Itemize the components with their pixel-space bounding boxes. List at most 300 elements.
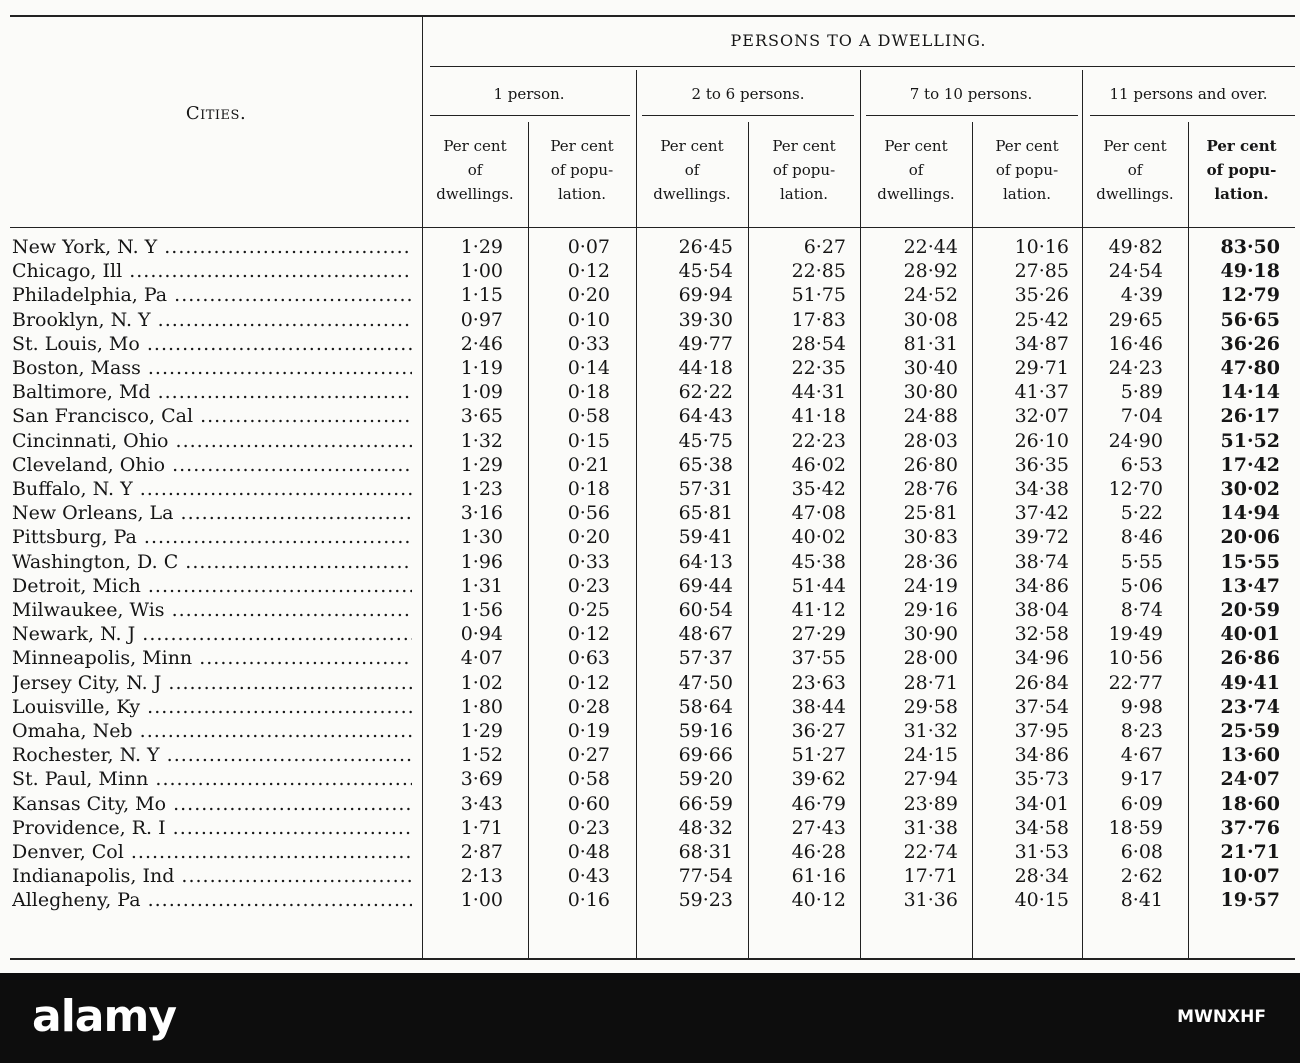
table-cell: 23·74: [1220, 695, 1280, 718]
table-row: [0, 889, 1300, 912]
city-name: San Francisco, Cal .....: [12, 405, 412, 428]
table-cell: 46·02: [791, 453, 846, 476]
table-cell: 5·22: [1120, 502, 1163, 525]
city-name: Newark, N. J .....: [12, 623, 412, 646]
table-cell: 44·31: [791, 381, 846, 404]
table-cell: 4·39: [1120, 284, 1163, 307]
table-cell: 1·00: [460, 260, 503, 283]
table-row: [0, 478, 1300, 501]
table-row: [0, 502, 1300, 525]
table-cell: 24·23: [1108, 357, 1163, 379]
table-cell: 37·55: [791, 647, 846, 670]
city-name: St. Paul, Minn .....: [12, 768, 412, 791]
table-cell: 41·18: [791, 405, 846, 428]
table-cell: 4·07: [460, 647, 503, 670]
city-name: Denver, Col .....: [12, 841, 412, 864]
table-cell: 0·94: [460, 623, 503, 646]
table-cell: 45·54: [678, 260, 733, 283]
table-cell: 0·16: [567, 889, 610, 912]
city-name: Buffalo, N. Y .....: [12, 478, 412, 501]
table-cell: 38·74: [1014, 550, 1069, 573]
table-cell: 2·62: [1120, 865, 1163, 888]
table-cell: 1·09: [460, 381, 503, 404]
table-cell: 6·53: [1120, 453, 1163, 476]
spanner-header: PERSONS TO A DWELLING.: [730, 31, 987, 50]
table-cell: 12·70: [1108, 478, 1163, 500]
table-cell: 0·63: [567, 647, 610, 670]
table-cell: 10·07: [1220, 865, 1280, 888]
table-cell: 27·43: [791, 816, 846, 839]
city-name: Baltimore, Md .....: [12, 381, 412, 404]
table-cell: 22·85: [791, 260, 846, 283]
table-cell: 51·52: [1220, 429, 1280, 452]
table-cell: 15·55: [1220, 550, 1280, 573]
table-cell: 83·50: [1220, 236, 1280, 258]
table-cell: 39·30: [678, 308, 733, 331]
table-cell: 51·27: [791, 744, 846, 767]
table-row: [0, 333, 1300, 356]
table-cell: 45·75: [678, 429, 733, 452]
table-row: [0, 720, 1300, 743]
table-row: [0, 405, 1300, 428]
city-name: Pittsburg, Pa .....: [12, 526, 412, 549]
table-cell: 25·42: [1014, 308, 1069, 331]
table-cell: 0·27: [567, 744, 610, 767]
city-name: New York, N. Y .....: [12, 236, 412, 259]
table-cell: 34·96: [1014, 647, 1069, 670]
table-row: [0, 575, 1300, 598]
table-cell: 0·07: [567, 236, 610, 258]
table-cell: 30·90: [903, 623, 958, 646]
city-name: Boston, Mass .....: [12, 357, 412, 380]
table-cell: 26·17: [1220, 405, 1280, 428]
table-row: [0, 599, 1300, 622]
table-cell: 1·00: [460, 889, 503, 912]
table-cell: 17·71: [903, 865, 958, 888]
table-cell: 30·80: [903, 381, 958, 404]
table-cell: 1·96: [460, 550, 503, 573]
table-cell: 12·79: [1220, 284, 1280, 307]
table-cell: 69·94: [678, 284, 733, 307]
table-row: [0, 841, 1300, 864]
table-cell: 1·15: [460, 284, 503, 307]
table-cell: 57·31: [678, 478, 733, 500]
table-cell: 3·65: [460, 405, 503, 428]
table-cell: 49·82: [1108, 236, 1163, 258]
table-cell: 32·58: [1014, 623, 1069, 646]
table-cell: 57·37: [678, 647, 733, 670]
alamy-logo: alamy: [32, 991, 176, 1042]
table-cell: 68·31: [678, 841, 733, 863]
table-cell: 35·73: [1014, 768, 1069, 791]
table-cell: 26·84: [1014, 671, 1069, 694]
table-cell: 22·44: [903, 236, 958, 258]
table-cell: 37·42: [1014, 502, 1069, 525]
table-cell: 77·54: [678, 865, 733, 888]
table-cell: 22·77: [1108, 671, 1163, 694]
table-cell: 0·33: [567, 550, 610, 573]
table-cell: 1·29: [460, 720, 503, 742]
subheader-population: Per cent of popu- lation.: [550, 137, 614, 203]
table-cell: 37·76: [1220, 816, 1280, 839]
table-cell: 36·27: [791, 720, 846, 742]
table-cell: 3·69: [460, 768, 503, 791]
table-cell: 66·59: [678, 792, 733, 815]
city-name: Louisville, Ky .....: [12, 696, 412, 719]
table-cell: 0·18: [567, 381, 610, 404]
table-cell: 59·16: [678, 720, 733, 742]
table-cell: 29·16: [903, 599, 958, 621]
table-row: [0, 236, 1300, 259]
subheader-population: Per cent of popu- lation.: [1206, 137, 1277, 203]
table-cell: 34·86: [1014, 574, 1069, 597]
table-cell: 8·46: [1120, 526, 1163, 549]
city-name: St. Louis, Mo .....: [12, 333, 412, 356]
table-cell: 0·28: [567, 695, 610, 718]
table-cell: 65·38: [678, 453, 733, 476]
group-rule-2: [642, 115, 854, 116]
subheader-dwellings: Per cent of dwellings.: [877, 137, 955, 203]
table-cell: 0·97: [460, 308, 503, 331]
city-name: Providence, R. I .....: [12, 817, 412, 840]
table-cell: 47·08: [791, 502, 846, 525]
city-name: Allegheny, Pa .....: [12, 889, 412, 912]
city-name: Rochester, N. Y .....: [12, 744, 412, 767]
table-row: [0, 768, 1300, 791]
table-cell: 24·15: [903, 744, 958, 767]
table-cell: 44·18: [678, 357, 733, 379]
table-cell: 35·26: [1014, 284, 1069, 307]
subheader-rule: [422, 227, 1295, 228]
table-cell: 30·40: [903, 357, 958, 379]
table-cell: 49·77: [678, 332, 733, 355]
subheader-dwellings: Per cent of dwellings.: [653, 137, 731, 203]
table-cell: 40·01: [1220, 623, 1280, 646]
table-cell: 37·95: [1014, 720, 1069, 742]
table-cell: 27·94: [903, 768, 958, 791]
table-cell: 69·66: [678, 744, 733, 767]
table-cell: 16·46: [1108, 332, 1163, 355]
subheader-dwellings: Per cent of dwellings.: [1096, 137, 1174, 203]
image-id: MWNXHF: [1177, 1007, 1266, 1027]
group-header-1: 1 person.: [493, 85, 565, 103]
table-row: [0, 817, 1300, 840]
table-cell: 5·89: [1120, 381, 1163, 404]
table-row: [0, 793, 1300, 816]
table-cell: 0·48: [567, 841, 610, 863]
bottom-rule: [10, 958, 1295, 960]
table-cell: 0·58: [567, 768, 610, 791]
table-cell: 1·02: [460, 671, 503, 694]
table-row: [0, 551, 1300, 574]
table-cell: 51·44: [791, 574, 846, 597]
group-header-2: 2 to 6 persons.: [691, 85, 805, 103]
table-cell: 59·41: [678, 526, 733, 549]
table-cell: 46·28: [791, 841, 846, 863]
city-name: Omaha, Neb .....: [12, 720, 412, 743]
table-cell: 47·80: [1220, 357, 1280, 379]
table-cell: 4·67: [1120, 744, 1163, 767]
table-cell: 37·54: [1014, 695, 1069, 718]
table-cell: 0·12: [567, 260, 610, 283]
table-cell: 26·86: [1220, 647, 1280, 670]
table-cell: 8·23: [1120, 720, 1163, 742]
table-cell: 28·71: [903, 671, 958, 694]
table-cell: 0·14: [567, 357, 610, 379]
table-cell: 62·22: [678, 381, 733, 404]
table-cell: 34·01: [1014, 792, 1069, 815]
table-cell: 35·42: [791, 478, 846, 500]
subheader-population: Per cent of popu- lation.: [772, 137, 836, 203]
table-cell: 23·63: [791, 671, 846, 694]
group-header-3: 7 to 10 persons.: [909, 85, 1033, 103]
table-cell: 22·23: [791, 429, 846, 452]
table-cell: 34·87: [1014, 332, 1069, 355]
table-cell: 28·34: [1014, 865, 1069, 888]
table-cell: 18·59: [1108, 816, 1163, 839]
city-name: Cleveland, Ohio .....: [12, 454, 412, 477]
city-name: Chicago, Ill .....: [12, 260, 412, 283]
table-cell: 24·54: [1108, 260, 1163, 283]
group-header-4: 11 persons and over.: [1109, 85, 1268, 103]
table-cell: 30·83: [903, 526, 958, 549]
table-row: [0, 647, 1300, 670]
table-cell: 28·00: [903, 647, 958, 670]
table-cell: 56·65: [1220, 308, 1280, 331]
table-cell: 65·81: [678, 502, 733, 525]
table-cell: 0·25: [567, 599, 610, 621]
table-cell: 1·31: [460, 574, 503, 597]
table-cell: 38·04: [1014, 599, 1069, 621]
table-cell: 0·43: [567, 865, 610, 888]
table-cell: 6·09: [1120, 792, 1163, 815]
table-cell: 0·33: [567, 332, 610, 355]
table-cell: 24·52: [903, 284, 958, 307]
table-cell: 1·32: [460, 429, 503, 452]
table-cell: 20·06: [1220, 526, 1280, 549]
table-cell: 0·20: [567, 284, 610, 307]
table-cell: 8·74: [1120, 599, 1163, 621]
table-cell: 34·38: [1014, 478, 1069, 500]
table-cell: 31·53: [1014, 841, 1069, 863]
table-cell: 2·13: [460, 865, 503, 888]
table-cell: 3·43: [460, 792, 503, 815]
table-cell: 69·44: [678, 574, 733, 597]
group-rule-4: [1090, 115, 1295, 116]
table-cell: 28·36: [903, 550, 958, 573]
table-row: [0, 284, 1300, 307]
table-cell: 22·35: [791, 357, 846, 379]
table-cell: 1·23: [460, 478, 503, 500]
table-cell: 23·89: [903, 792, 958, 815]
table-cell: 2·46: [460, 332, 503, 355]
table-cell: 1·19: [460, 357, 503, 379]
table-cell: 20·59: [1220, 599, 1280, 621]
table-cell: 1·29: [460, 236, 503, 258]
city-name: Philadelphia, Pa .....: [12, 284, 412, 307]
city-name: Detroit, Mich .....: [12, 575, 412, 598]
table-cell: 28·92: [903, 260, 958, 283]
table-cell: 51·75: [791, 284, 846, 307]
table-cell: 41·37: [1014, 381, 1069, 404]
table-cell: 25·81: [903, 502, 958, 525]
table-cell: 6·27: [803, 236, 846, 258]
table-cell: 31·38: [903, 816, 958, 839]
table-cell: 0·21: [567, 453, 610, 476]
subheader-population: Per cent of popu- lation.: [995, 137, 1059, 203]
city-name: Washington, D. C .....: [12, 551, 412, 574]
table-cell: 40·02: [791, 526, 846, 549]
table-cell: 0·10: [567, 308, 610, 331]
group-rule-1: [430, 115, 630, 116]
table-row: [0, 865, 1300, 888]
table-cell: 38·44: [791, 695, 846, 718]
table-cell: 13·60: [1220, 744, 1280, 767]
table-cell: 27·29: [791, 623, 846, 646]
table-cell: 19·49: [1108, 623, 1163, 646]
city-name: Kansas City, Mo .....: [12, 793, 412, 816]
city-name: New Orleans, La .....: [12, 502, 412, 525]
table-cell: 19·57: [1220, 889, 1280, 912]
table-cell: 1·71: [460, 816, 503, 839]
table-cell: 28·54: [791, 332, 846, 355]
table-cell: 31·32: [903, 720, 958, 742]
table-row: [0, 672, 1300, 695]
table-cell: 8·41: [1120, 889, 1163, 912]
table-cell: 31·36: [903, 889, 958, 912]
city-name: Milwaukee, Wis .....: [12, 599, 412, 622]
table-cell: 0·23: [567, 816, 610, 839]
city-name: Indianapolis, Ind .....: [12, 865, 412, 888]
table-row: [0, 430, 1300, 453]
table-row: [0, 454, 1300, 477]
table-cell: 24·07: [1220, 768, 1280, 791]
table-cell: 28·03: [903, 429, 958, 452]
table-row: [0, 623, 1300, 646]
table-cell: 30·02: [1220, 478, 1280, 500]
table-cell: 17·83: [791, 308, 846, 331]
table-cell: 46·79: [791, 792, 846, 815]
table-cell: 58·64: [678, 695, 733, 718]
table-cell: 0·23: [567, 574, 610, 597]
table-cell: 59·23: [678, 889, 733, 912]
table-cell: 81·31: [903, 332, 958, 355]
subheader-dwellings: Per cent of dwellings.: [436, 137, 514, 203]
table-row: [0, 696, 1300, 719]
table-cell: 5·55: [1120, 550, 1163, 573]
table-cell: 0·58: [567, 405, 610, 428]
table-cell: 29·58: [903, 695, 958, 718]
table-cell: 13·47: [1220, 574, 1280, 597]
table-cell: 26·10: [1014, 429, 1069, 452]
table-cell: 48·32: [678, 816, 733, 839]
table-cell: 10·56: [1108, 647, 1163, 670]
table-cell: 6·08: [1120, 841, 1163, 863]
table-cell: 24·88: [903, 405, 958, 428]
table-cell: 34·86: [1014, 744, 1069, 767]
table-cell: 14·14: [1220, 381, 1280, 404]
table-cell: 9·17: [1120, 768, 1163, 791]
stub-header-rule: [10, 227, 422, 228]
table-cell: 21·71: [1220, 841, 1280, 863]
table-cell: 5·06: [1120, 574, 1163, 597]
table-cell: 0·19: [567, 720, 610, 742]
top-rule: [10, 15, 1295, 17]
table-cell: 47·50: [678, 671, 733, 694]
table-cell: 30·08: [903, 308, 958, 331]
table-cell: 48·67: [678, 623, 733, 646]
table-cell: 14·94: [1220, 502, 1280, 525]
stub-header: Cities.: [185, 103, 247, 124]
table-cell: 24·90: [1108, 429, 1163, 452]
table-cell: 40·12: [791, 889, 846, 912]
table-cell: 60·54: [678, 599, 733, 621]
table-cell: 0·56: [567, 502, 610, 525]
table-cell: 17·42: [1220, 453, 1280, 476]
table-cell: 61·16: [791, 865, 846, 888]
spanner-rule: [430, 66, 1295, 67]
city-name: Minneapolis, Minn .....: [12, 647, 412, 670]
table-row: [0, 260, 1300, 283]
table-cell: 39·72: [1014, 526, 1069, 549]
table-cell: 29·71: [1014, 357, 1069, 379]
table-cell: 0·60: [567, 792, 610, 815]
table-cell: 3·16: [460, 502, 503, 525]
table-cell: 27·85: [1014, 260, 1069, 283]
table-row: [0, 309, 1300, 332]
table-cell: 64·13: [678, 550, 733, 573]
table-cell: 29·65: [1108, 308, 1163, 331]
table-cell: 59·20: [678, 768, 733, 791]
table-cell: 1·80: [460, 695, 503, 718]
table-cell: 10·16: [1014, 236, 1069, 258]
table-cell: 26·45: [678, 236, 733, 258]
table-cell: 0·12: [567, 671, 610, 694]
table-cell: 26·80: [903, 453, 958, 476]
table-cell: 1·56: [460, 599, 503, 621]
table-cell: 45·38: [791, 550, 846, 573]
table-cell: 36·35: [1014, 453, 1069, 476]
table-cell: 18·60: [1220, 792, 1280, 815]
table-cell: 39·62: [791, 768, 846, 791]
table-cell: 24·19: [903, 574, 958, 597]
table-cell: 0·20: [567, 526, 610, 549]
table-row: [0, 526, 1300, 549]
table-cell: 41·12: [791, 599, 846, 621]
table-cell: 49·18: [1220, 260, 1280, 283]
table-cell: 25·59: [1220, 720, 1280, 742]
table-cell: 1·29: [460, 453, 503, 476]
table-cell: 34·58: [1014, 816, 1069, 839]
table-cell: 7·04: [1120, 405, 1163, 428]
table-row: [0, 381, 1300, 404]
table-cell: 36·26: [1220, 332, 1280, 355]
table-cell: 64·43: [678, 405, 733, 428]
table-cell: 1·30: [460, 526, 503, 549]
table-cell: 0·18: [567, 478, 610, 500]
group-rule-3: [866, 115, 1078, 116]
city-name: Brooklyn, N. Y .....: [12, 309, 412, 332]
table-cell: 49·41: [1220, 671, 1280, 694]
table-cell: 32·07: [1014, 405, 1069, 428]
city-name: Cincinnati, Ohio .....: [12, 430, 412, 453]
table-cell: 40·15: [1014, 889, 1069, 912]
table-row: [0, 357, 1300, 380]
city-name: Jersey City, N. J .....: [12, 672, 412, 695]
table-cell: 1·52: [460, 744, 503, 767]
table-cell: 0·12: [567, 623, 610, 646]
table-cell: 9·98: [1120, 695, 1163, 718]
